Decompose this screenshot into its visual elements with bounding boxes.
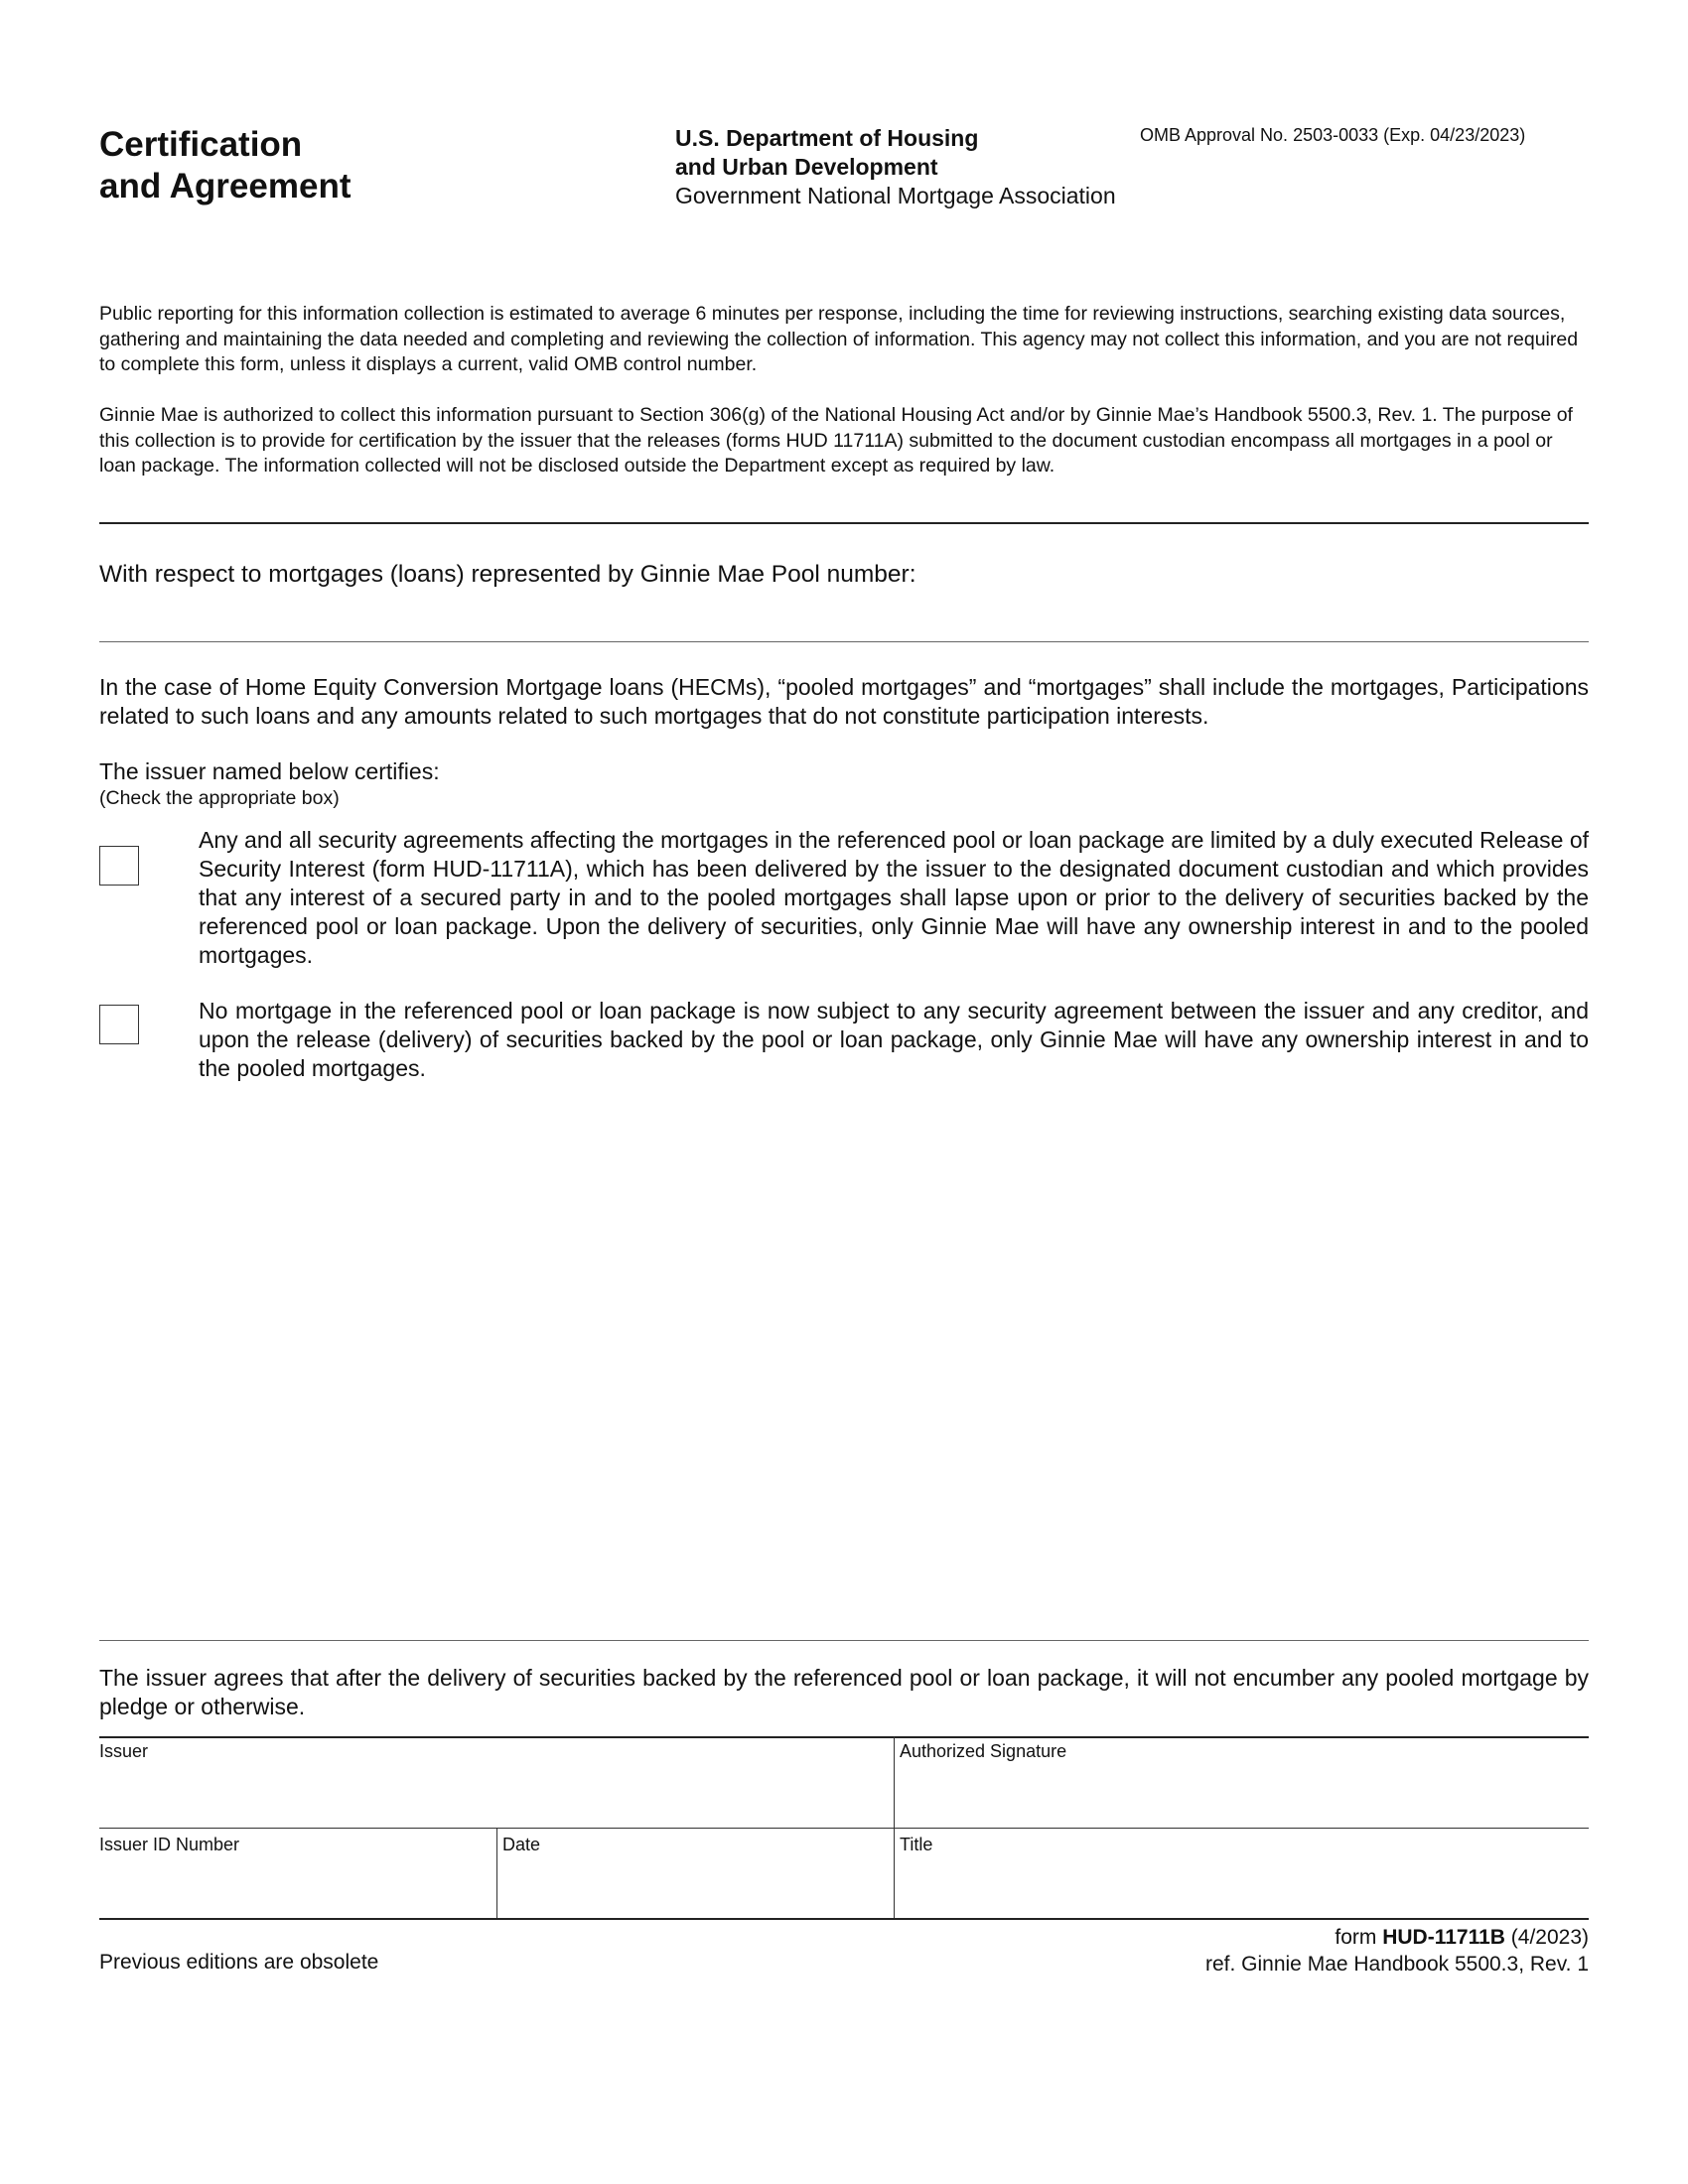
form-title-line1: Certification bbox=[99, 125, 303, 164]
agency-name: Government National Mortgage Association bbox=[675, 183, 1116, 208]
hecm-statement: In the case of Home Equity Conversion Mortgage loans (HECMs), “pooled mortgages” and “mortgages” shall include the mortgages, Participations related to such loans and any amounts related to such mortgages that do not constitute participation interests. bbox=[99, 674, 1589, 729]
issuer-id-label: Issuer ID Number bbox=[99, 1835, 240, 1854]
pool-number-label: With respect to mortgages (loans) represented by Ginnie Mae Pool number: bbox=[99, 561, 916, 588]
issuer-field[interactable] bbox=[99, 1765, 889, 1823]
form-number-line bbox=[1205, 1924, 1589, 1951]
form-number: HUD-11711B bbox=[1382, 1926, 1505, 1949]
divider bbox=[99, 522, 1589, 524]
signature-grid-divider bbox=[496, 1828, 497, 1918]
handbook-reference: ref. Ginnie Mae Handbook 5500.3, Rev. 1 bbox=[1204, 1953, 1589, 1976]
issuer-id-field[interactable] bbox=[99, 1858, 492, 1914]
burden-statement: Public reporting for this information collection is estimated to average 6 minutes per response, including the time for reviewing instructions, searching existing data sources, gathering and maintaining the data needed and completing and reviewing the collection of information. This agency may not collect this information, and you are not required to complete this form, unless it displays a current, valid OMB control number. bbox=[99, 303, 1579, 375]
option2-text: No mortgage in the referenced pool or loan package is now subject to any security agreement between the issuer and any creditor, and upon the release (delivery) of securities backed by the pool or loan package, only Ginnie Mae will have any ownership interest in and to the pooled mortgages. bbox=[199, 998, 1589, 1081]
signature-grid-bottom-border bbox=[99, 1918, 1589, 1920]
authority-statement: Ginnie Mae is authorized to collect this information pursuant to Section 306(g) of the National Housing Act and/or by Ginnie Mae’s Handbook 5500.3, Rev. 1. The purpose of this collection is to provide for certification by the issuer that the releases (forms HUD 11711A) submitted to the document custodian encompass all mortgages in a pool or loan package. The information collected will not be disclosed outside the Department except as required by law. bbox=[99, 404, 1573, 477]
dept-line2: and Urban Development bbox=[675, 154, 938, 180]
certify-heading: The issuer named below certifies: bbox=[99, 758, 440, 784]
divider bbox=[99, 1640, 1589, 1641]
title-field[interactable] bbox=[900, 1858, 1589, 1914]
form-title-line2: and Agreement bbox=[99, 167, 352, 205]
title-label: Title bbox=[900, 1835, 933, 1854]
agency-block bbox=[675, 124, 1116, 210]
form-title bbox=[99, 124, 351, 207]
authorized-signature-field[interactable] bbox=[900, 1765, 1589, 1823]
dept-line1: U.S. Department of Housing bbox=[675, 125, 979, 151]
obsolete-notice: Previous editions are obsolete bbox=[99, 1951, 379, 1974]
date-label: Date bbox=[502, 1835, 541, 1854]
form-identifier bbox=[1205, 1924, 1589, 1978]
pool-number-field[interactable] bbox=[99, 596, 1589, 639]
issuer-label: Issuer bbox=[99, 1741, 149, 1761]
option1-text: Any and all security agreements affecting the mortgages in the referenced pool or loan package are limited by a duly executed Release of Security Interest (form HUD-11711A), which has been delivered by the issuer to the designated document custodian and which provides that any interest of a secured party in and to the pooled mortgages shall lapse upon or prior to the delivery of securities backed by the referenced pool or loan package. Upon the delivery of securities, only Ginnie Mae will have any ownership interest in and to the pooled mortgages. bbox=[199, 827, 1589, 968]
date-field[interactable] bbox=[502, 1858, 890, 1914]
form-prefix: form bbox=[1335, 1926, 1383, 1949]
certify-instruction: (Check the appropriate box) bbox=[99, 787, 340, 809]
signature-grid-middle-border bbox=[99, 1828, 1589, 1829]
authorized-signature-label: Authorized Signature bbox=[900, 1741, 1067, 1761]
option2-checkbox[interactable] bbox=[99, 1005, 139, 1044]
signature-grid-divider bbox=[894, 1736, 895, 1918]
omb-approval: OMB Approval No. 2503-0033 (Exp. 04/23/2023) bbox=[1140, 125, 1526, 145]
signature-grid-top-border bbox=[99, 1736, 1589, 1738]
pool-number-underline bbox=[99, 641, 1589, 642]
agreement-statement: The issuer agrees that after the delivery of securities backed by the referenced pool or loan package, it will not encumber any pooled mortgage by pledge or otherwise. bbox=[99, 1665, 1589, 1719]
form-date: (4/2023) bbox=[1504, 1926, 1589, 1949]
option1-checkbox[interactable] bbox=[99, 846, 139, 886]
